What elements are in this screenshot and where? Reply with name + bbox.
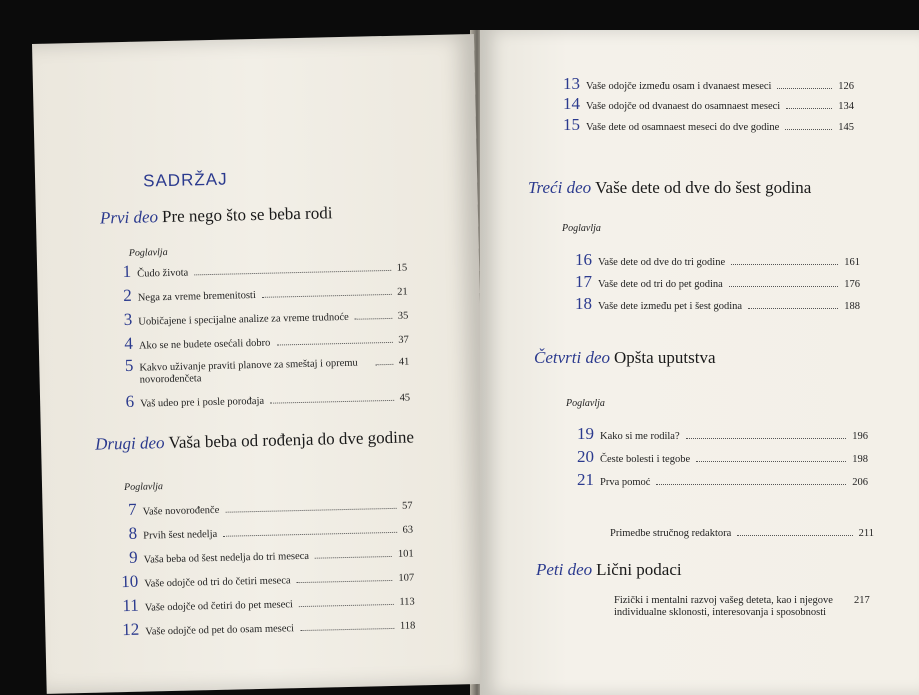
toc-entry[interactable]	[109, 256, 407, 283]
page-number: 63	[402, 524, 414, 536]
page-number: 126	[838, 81, 854, 92]
toc-entry[interactable]	[558, 94, 854, 114]
page-number: 113	[399, 596, 415, 608]
chapter-number: 15	[563, 115, 580, 134]
page-number: 188	[844, 301, 860, 312]
toc-entry[interactable]	[112, 386, 410, 413]
chapter-number: 2	[123, 285, 132, 305]
chapter-number: 6	[125, 391, 135, 411]
dot-leader	[737, 535, 852, 536]
chapter-title: Prva pomoć	[600, 477, 651, 488]
part-title: Opšta uputstva	[614, 348, 716, 367]
part-title: Vaša beba od rođenja do dve godine	[168, 427, 415, 453]
dot-leader	[297, 580, 393, 583]
poglavlja-label: Poglavlja	[123, 481, 164, 494]
page-number: 57	[401, 500, 413, 512]
chapter-title: Prvih šest nedelja	[143, 528, 218, 542]
chapter-number: 21	[577, 470, 594, 489]
page-number: 211	[858, 528, 874, 539]
toc-entry[interactable]	[115, 517, 413, 544]
contents-heading: SADRŽAJ	[142, 169, 228, 191]
part-label: Četvrti deo	[534, 348, 611, 367]
chapter-title: Vaše novorođenče	[142, 504, 220, 518]
dot-leader	[270, 400, 394, 404]
dot-leader	[785, 129, 832, 130]
toc-entry[interactable]	[570, 272, 860, 292]
toc-entry[interactable]	[570, 294, 860, 314]
page-number: 21	[397, 286, 408, 298]
chapter-title: Vaše odojče od pet do osam meseci	[145, 623, 295, 638]
chapter-title: Vaše dete od tri do pet godina	[598, 279, 723, 290]
chapter-number: 12	[122, 619, 140, 640]
page-number: 145	[838, 122, 854, 133]
toc-entry[interactable]	[117, 613, 415, 640]
page-number: 176	[844, 279, 860, 290]
chapter-number: 20	[577, 447, 594, 466]
dot-leader	[686, 438, 847, 439]
page-number: 101	[397, 548, 414, 560]
left-page	[32, 34, 489, 694]
toc-entry[interactable]	[111, 350, 410, 388]
dot-leader	[375, 364, 393, 365]
page-number: 107	[398, 572, 415, 584]
page-number: 37	[398, 334, 409, 346]
chapter-number: 7	[127, 499, 137, 519]
part-label: Peti deo	[536, 560, 593, 579]
chapter-number: 18	[575, 294, 592, 313]
chapter-title: Vaše odojče od dvanaest do osamnaest meseci	[586, 101, 781, 112]
chapter-title: Vaša beba od šest nedelja do tri meseca	[143, 550, 310, 566]
toc-entry[interactable]	[558, 74, 854, 94]
page-number: 15	[396, 262, 408, 274]
toc-entry-primedbe[interactable]	[610, 528, 874, 539]
part-title: Vaše dete od dve do šest godina	[595, 178, 812, 197]
chapter-number: 19	[577, 424, 594, 443]
page-number: 118	[399, 620, 416, 632]
page-number: 198	[852, 454, 868, 465]
page-number: 45	[399, 392, 411, 404]
dot-leader	[748, 308, 838, 309]
poglavlja-label: Poglavlja	[566, 398, 605, 409]
right-page	[480, 30, 919, 695]
poglavlja-label: Poglavlja	[562, 223, 601, 234]
dot-leader	[777, 88, 832, 89]
toc-entry[interactable]	[114, 493, 412, 520]
part-5-header	[536, 560, 682, 580]
dot-leader	[315, 556, 392, 559]
part-2-header	[95, 427, 414, 454]
dot-leader	[696, 461, 846, 462]
part-1-header	[100, 203, 333, 228]
dot-leader	[262, 294, 391, 298]
chapter-title: Vaše odojče od tri do četiri meseca	[144, 575, 291, 590]
chapter-title: Ako se ne budete osećali dobro	[138, 337, 271, 352]
chapter-number: 8	[128, 523, 138, 543]
chapter-title: Vaše dete od osamnaest meseci do dve godine	[586, 122, 780, 133]
chapter-title: Vaše odojče između osam i dvanaest meseci	[586, 81, 772, 92]
chapter-number: 9	[128, 547, 138, 567]
chapter-number: 4	[124, 333, 134, 353]
toc-entry-licni-podaci[interactable]	[614, 595, 888, 619]
dot-leader	[276, 342, 392, 346]
chapter-number: 14	[563, 94, 580, 113]
chapter-title: Vaš udeo pre i posle porođaja	[140, 395, 265, 410]
chapter-title: Uobičajene i specijalne analize za vreme trudnoće	[138, 311, 349, 328]
part-title: Lični podaci	[596, 560, 682, 579]
entry-title: Primedbe stručnog redaktora	[610, 528, 732, 539]
chapter-number: 17	[575, 272, 592, 291]
toc-entry[interactable]	[110, 304, 408, 331]
dot-leader	[355, 318, 392, 320]
part-label: Treći deo	[528, 178, 592, 197]
poglavlja-label: Poglavlja	[128, 246, 168, 259]
toc-entry[interactable]	[572, 470, 868, 490]
chapter-number: 13	[563, 74, 580, 93]
chapter-title: Kakvo uživanje praviti planove za smeštaj i opremu novorođenčeta	[139, 357, 358, 386]
dot-leader	[194, 270, 390, 275]
toc-entry[interactable]	[110, 280, 408, 307]
part-label: Drugi deo	[94, 433, 165, 454]
part-3-header	[528, 178, 811, 198]
chapter-title: Vaše dete od dve do tri godine	[598, 257, 726, 268]
chapter-title: Vaše dete između pet i šest godina	[598, 301, 743, 312]
page-number: 206	[852, 477, 868, 488]
chapter-title: Nega za vreme bremenitosti	[137, 289, 256, 304]
page-number: 196	[852, 431, 868, 442]
toc-entry[interactable]	[572, 424, 868, 444]
dot-leader	[300, 628, 394, 631]
part-title: Pre nego što se beba rodi	[161, 203, 333, 227]
dot-leader	[223, 532, 396, 537]
chapter-title: Vaše odojče od četiri do pet meseci	[144, 599, 294, 614]
page-number: 41	[398, 356, 410, 368]
page-number: 217	[854, 595, 870, 606]
chapter-title: Čudo života	[137, 267, 189, 280]
page-number: 35	[397, 310, 409, 322]
part-label: Prvi deo	[99, 207, 159, 228]
dot-leader	[729, 286, 838, 287]
dot-leader	[299, 604, 393, 607]
toc-entry[interactable]	[570, 250, 860, 270]
toc-entry[interactable]	[117, 589, 415, 616]
dot-leader	[786, 108, 832, 109]
toc-entry[interactable]	[572, 447, 868, 467]
dot-leader	[225, 508, 396, 513]
chapter-number: 10	[121, 571, 139, 592]
chapter-number: 11	[122, 595, 139, 616]
chapter-number: 3	[123, 309, 133, 329]
chapter-number: 16	[575, 250, 592, 269]
chapter-title: Kako si me rodila?	[600, 431, 680, 442]
dot-leader	[731, 264, 838, 265]
toc-entry[interactable]	[558, 115, 854, 135]
part-4-header	[534, 348, 716, 368]
page-number: 134	[838, 101, 854, 112]
entry-title: Fizički i mentalni razvoj vašeg deteta, kao i njegove individualne sklonosti, interesovanja i sposobnosti	[614, 595, 833, 618]
page-number: 161	[844, 257, 860, 268]
chapter-title: Česte bolesti i tegobe	[600, 454, 691, 465]
toc-entry[interactable]	[116, 565, 414, 592]
dot-leader	[656, 484, 846, 485]
toc-entry[interactable]	[115, 541, 413, 568]
chapter-number: 5	[124, 355, 134, 375]
chapter-number: 1	[122, 261, 132, 281]
